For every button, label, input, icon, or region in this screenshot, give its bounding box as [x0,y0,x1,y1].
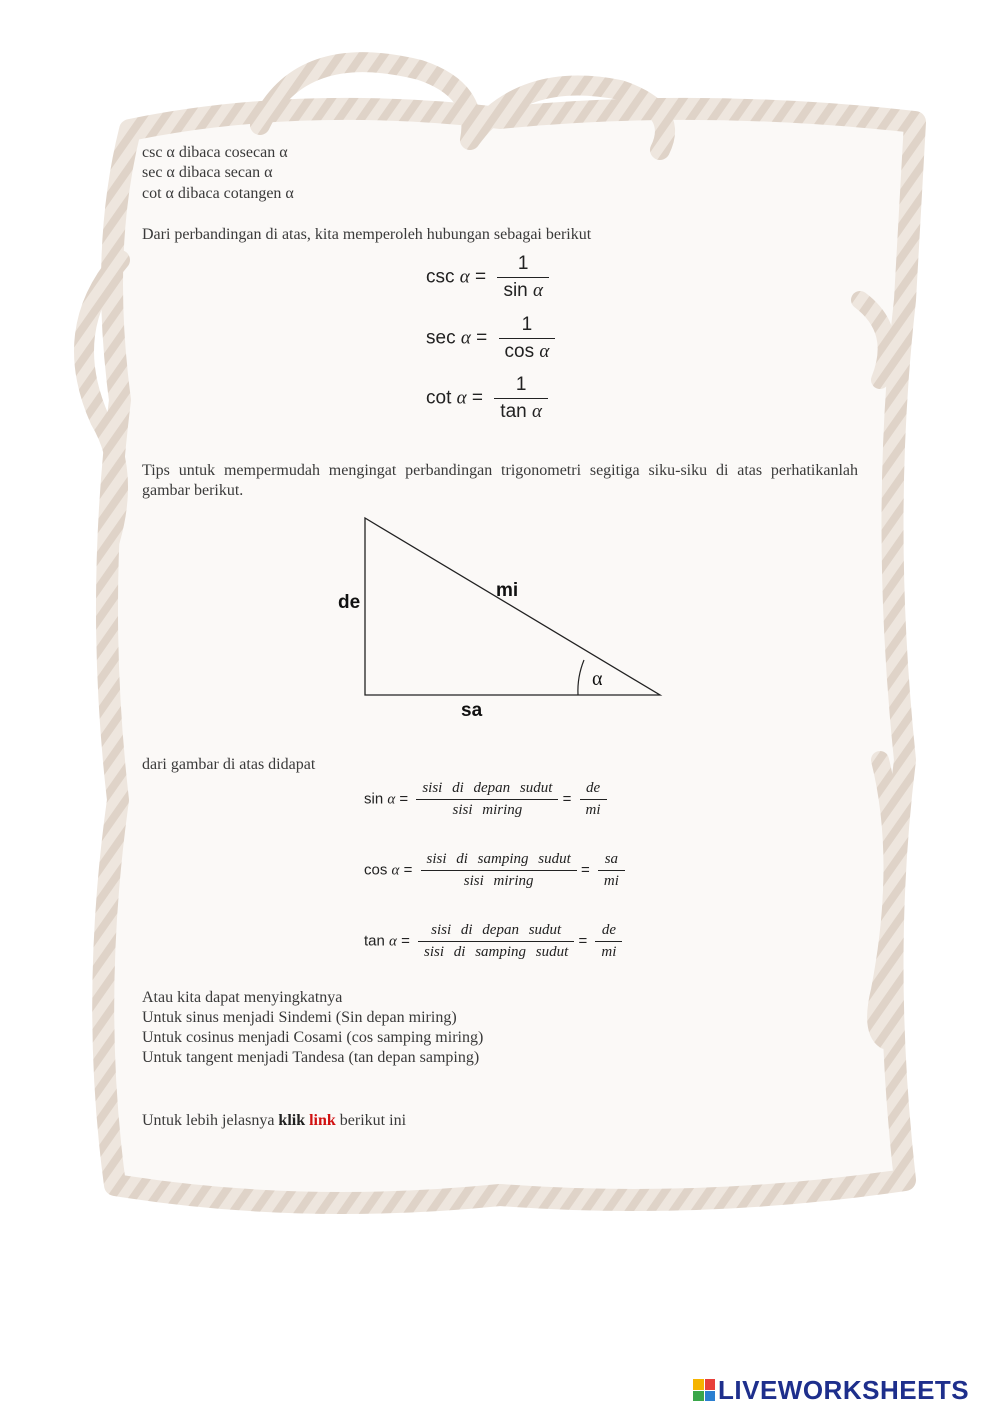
summary-tangent: Untuk tangent menjadi Tandesa (tan depan samping) [142,1049,480,1066]
equals-sign: = [403,861,413,879]
equals-sign: = [401,932,410,950]
equals-sign: = [476,327,488,349]
numerator: 1 [497,253,549,278]
ratio-cos [364,851,625,890]
denominator: sin α [503,280,543,301]
brand-name: LIVEWORKSHEETS [718,1374,970,1405]
footer-text: Untuk lebih jelasnya [142,1112,275,1129]
identity-cot [426,374,548,423]
alpha-symbol: α [391,862,400,879]
summary-sinus: Untuk sinus menjadi Sindemi (Sin depan miring) [142,1009,457,1026]
denominator: mi [603,873,619,889]
fraction-short [598,851,625,890]
angle-arc [578,660,584,695]
alpha-symbol: α [387,791,396,808]
link-anchor[interactable]: link [309,1112,336,1129]
alpha-symbol: α [389,933,397,950]
footer-line [142,1111,406,1131]
fraction-short [595,922,622,961]
fraction-long [421,851,577,890]
identity-lhs: cot [426,387,452,409]
ratio-lhs: sin [364,790,384,808]
triangle-shape [365,518,660,695]
ratio-lhs: cos [364,861,388,879]
definition-cot: cot α dibaca cotangen α [142,185,294,202]
tips-paragraph: Tips untuk mempermudah mengingat perbandingan trigonometri segitiga siku-siku di atas perhatikanlah gambar berikut. [142,462,858,499]
fraction [497,253,549,302]
footer-text-end: berikut ini [339,1112,407,1129]
numerator: 1 [494,374,548,399]
summary-cosinus: Untuk cosinus menjadi Cosami (cos samping miring) [142,1029,484,1046]
identity-sec [426,314,555,363]
from-figure-text: dari gambar di atas didapat [142,756,316,773]
fraction-long [418,922,574,961]
numerator: 1 [499,314,556,339]
klik-text: klik [278,1112,306,1129]
identity-lhs: csc [426,266,455,288]
numerator: sisi di depan sudut [416,780,558,800]
numerator: sisi di samping sudut [421,851,577,871]
label-alpha: α [592,668,603,690]
ratio-tan [364,922,622,961]
denominator: cos α [504,341,550,362]
numerator: de [580,780,607,800]
denominator: sisi di samping sudut [424,944,569,960]
fraction-long [416,780,558,819]
ratio-lhs: tan [364,932,385,950]
alpha-symbol: α [460,327,471,349]
liveworksheets-logo-icon [693,1379,715,1401]
fraction [494,374,548,423]
label-sa: sa [461,700,483,721]
equals-sign: = [562,790,572,808]
definition-csc: csc α dibaca cosecan α [142,144,288,161]
definition-sec: sec α dibaca secan α [142,164,273,181]
equals-sign: = [471,387,484,409]
fraction [499,314,556,363]
liveworksheets-brand[interactable] [693,1374,970,1405]
numerator: sa [598,851,625,871]
denominator: sisi miring [452,802,523,818]
numerator: de [595,922,622,942]
equals-sign: = [475,266,487,288]
alpha-symbol: α [459,266,470,288]
denominator: mi [601,944,617,960]
identity-lhs: sec [426,327,456,349]
equals-sign: = [399,790,409,808]
fraction-short [580,780,607,819]
label-de: de [338,592,361,613]
relation-intro: Dari perbandingan di atas, kita memperoleh hubungan sebagai berikut [142,226,592,243]
numerator: sisi di depan sudut [418,922,574,942]
equals-sign: = [580,861,590,879]
denominator: sisi miring [463,873,534,889]
ratio-sin [364,780,607,819]
right-triangle-figure [330,510,670,725]
label-mi: mi [496,580,519,601]
identity-csc [426,253,549,302]
alpha-symbol: α [456,387,467,409]
denominator: mi [585,802,601,818]
summary-intro: Atau kita dapat menyingkatnya [142,989,343,1006]
equals-sign: = [578,932,588,950]
denominator: tan α [500,401,542,422]
